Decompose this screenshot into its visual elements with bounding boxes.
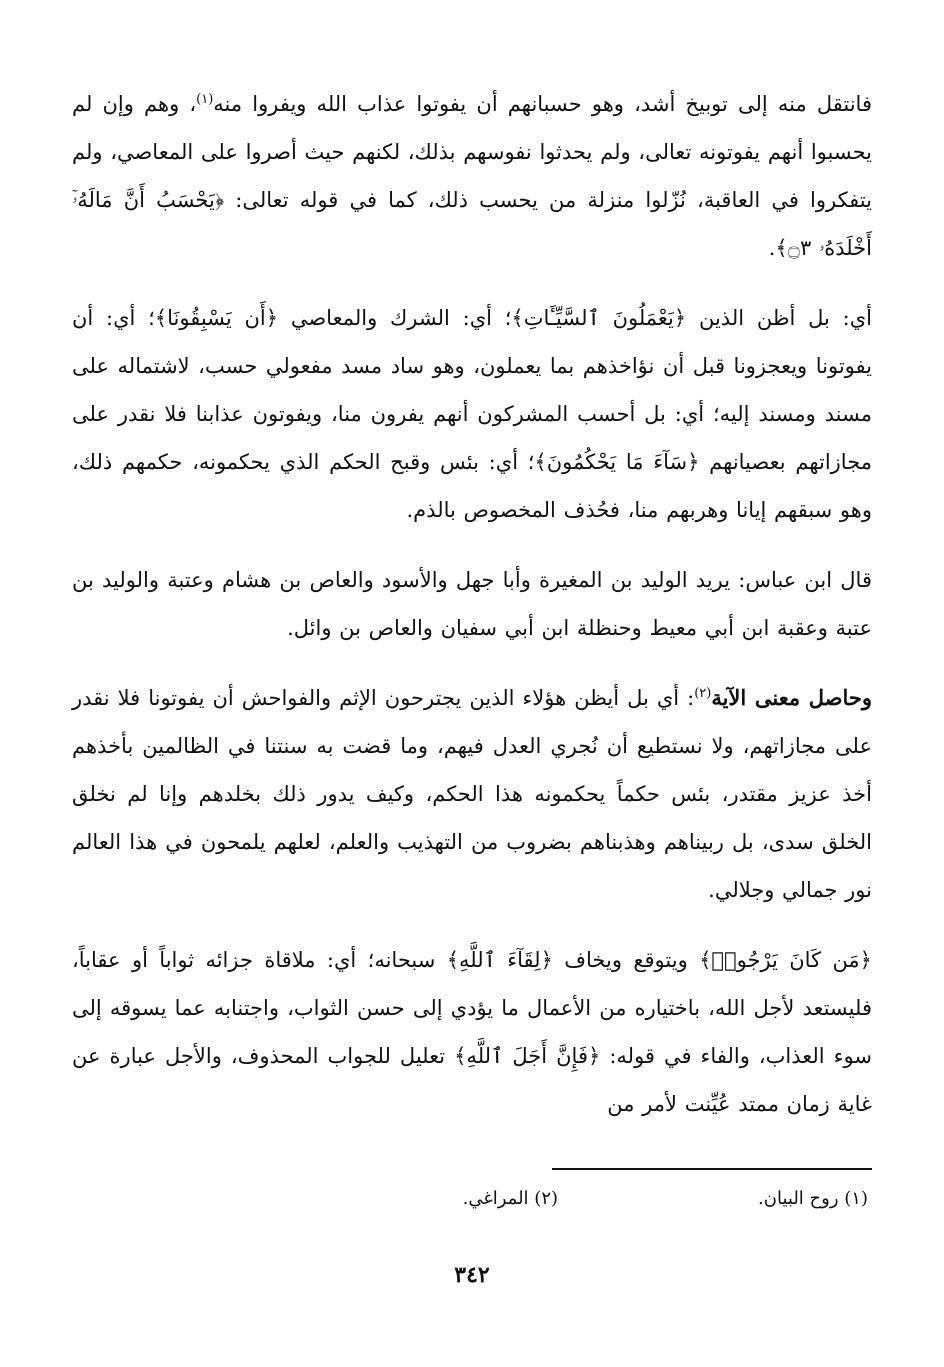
footnotes: [72, 1188, 872, 1209]
footnote-2: [463, 1188, 558, 1209]
footnote-text: المراغي.: [462, 1188, 529, 1209]
page-number: ٣٤٢: [454, 1262, 490, 1288]
footnote-text: روح البيان.: [758, 1188, 839, 1209]
footnote-number: (١): [844, 1188, 868, 1209]
paragraph-1: [72, 80, 872, 272]
footnote-number: (٢): [534, 1188, 559, 1209]
footnote-1: [758, 1188, 868, 1209]
paragraph-lead-heading: وحاصل معنى الآية: [711, 685, 872, 710]
paragraph-text: : أي بل أيظن هؤلاء الذين يجترحون الإثم والفواحش أن يفوتونا فلا نقدر على مجازاتهم، ولا نستطيع أن نُجري العدل فيهم، وما قضت به سنتنا في الظالمين بأخذهم أخذ عزيز مقتدر، بئس حكماً يحكمونه هذا الحكم، وكيف يدور ذلك بخلدهم وإنا لم نخلق الخلق سدى، بل ربيناهم وهذبناهم بضروب من التهذيب والعلم، لعلهم يلمحون في هذا العالم نور جمالي وجلالي.: [72, 686, 872, 902]
paragraph-text-continued: ، وهم وإن لم يحسبوا أنهم يفوتونه تعالى، ولم يحدثوا نفوسهم بذلك، لكنهم حيث أصروا على المعاصي، ولم يتفكروا في العاقبة، نُزّلوا منزلة من يحسب ذلك، كما في قوله تعالى: ﴿يَحْسَبُ أَنَّ مَالَهُۥٓ أَخْلَدَهُۥ ۝٣﴾.: [72, 92, 872, 260]
footnote-ref-1: (١): [196, 92, 214, 107]
footnote-ref-2: (٢): [694, 686, 712, 701]
paragraph-5: [72, 936, 872, 1128]
paragraph-4: [72, 674, 872, 914]
paragraph-3: [72, 556, 872, 652]
paragraph-text: قال ابن عباس: يريد الوليد بن المغيرة وأبا جهل والأسود والعاص بن هشام وعتبة والوليد بن عتبة وعقبة ابن أبي معيط وحنظلة ابن أبي سفيان والعاص بن وائل.: [72, 568, 872, 640]
paragraph-text: فانتقل منه إلى توبيخ أشد، وهو حسبانهم أن يفوتوا عذاب الله ويفروا منه: [213, 92, 872, 116]
paragraph-2: [72, 294, 872, 534]
paragraph-text: ﴿مَن كَانَ يَرْجُوا۟﴾ ويتوقع ويخاف ﴿لِقَآءَ ٱللَّهِ﴾ سبحانه؛ أي: ملاقاة جزائه ثواباً أو عقاباً، فليستعد لأجل الله، باختياره من الأعمال ما يؤدي إلى حسن الثواب، واجتنابه عما يسوقه إلى سوء العذاب، والفاء في قوله: ﴿فَإِنَّ أَجَلَ ٱللَّهِ﴾ تعليل للجواب المحذوف، والأجل عبارة عن غاية زمان ممتد عُيِّنت لأمر من: [72, 948, 872, 1116]
paragraph-text: أي: بل أظن الذين ﴿يَعْمَلُونَ ٱلسَّيِّـَٔاتِ﴾؛ أي: الشرك والمعاصي ﴿أَن يَسْبِقُونَا﴾؛ أي: أن يفوتونا ويعجزونا قبل أن نؤاخذهم بما يعملون، وهو ساد مسد مفعولي حسب، لاشتماله على مسند ومسند إليه؛ أي: بل أحسب المشركون أنهم يفرون منا، ويفوتون عذابنا فلا نقدر على مجازاتهم بعصيانهم ﴿سَآءَ مَا يَحْكُمُونَ﴾؛ أي: بئس وقبح الحكم الذي يحكمونه، حكمهم ذلك، وهو سبقهم إيانا وهربهم منا، فحُذف المخصوص بالذم.: [72, 306, 872, 522]
footnote-divider: [552, 1168, 872, 1170]
